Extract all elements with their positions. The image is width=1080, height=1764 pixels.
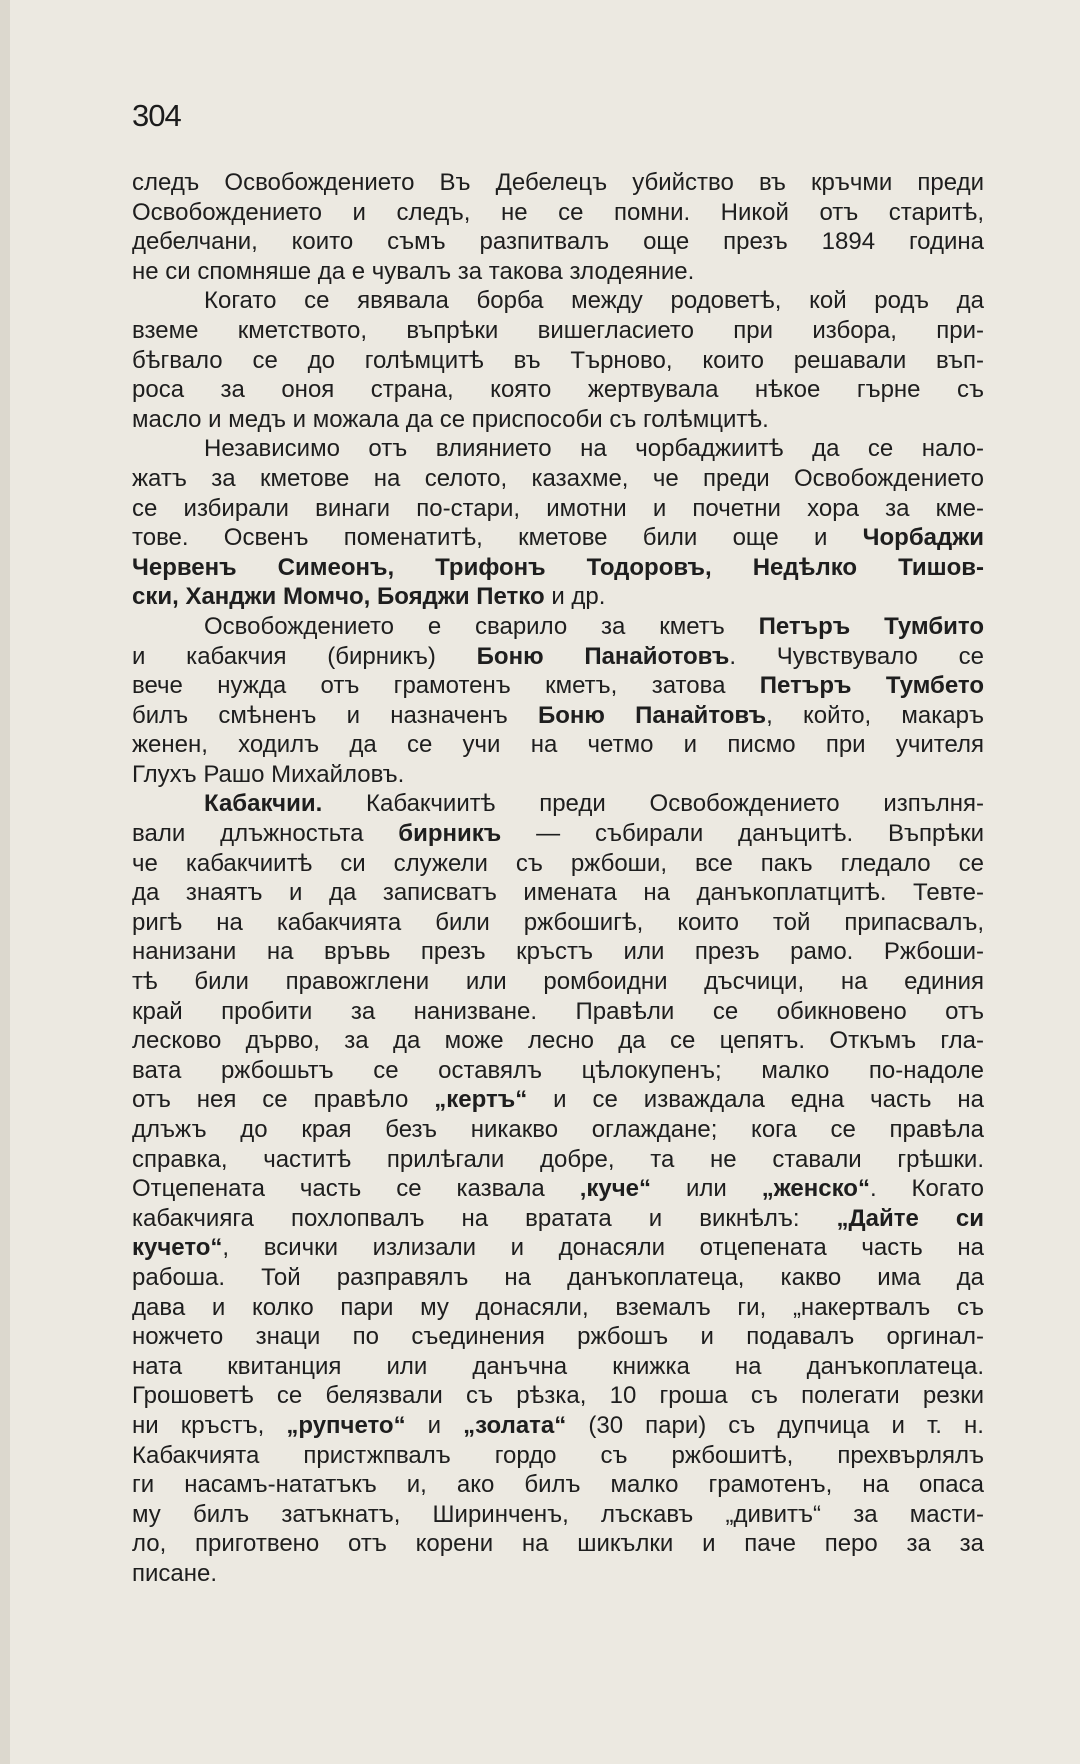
page-edge [0, 0, 10, 1764]
text-run: и др. [544, 583, 606, 611]
text-run: Кабакчията пристжпвалъ гордо съ ржбошитѣ, прехвърлялъ [132, 1441, 984, 1469]
text-run: нанизани на връвь презъ кръстъ или презъ рамо. Ржбоши- [132, 938, 984, 966]
text-run: ни кръстъ, [132, 1411, 287, 1439]
text-run: да знаятъ и да записватъ имената на данъкоплатцитѣ. Тевте- [132, 879, 984, 907]
text-run: вали длъжностьта [132, 820, 399, 848]
text-line [132, 464, 984, 494]
text-line [132, 967, 984, 997]
text-line [132, 1381, 984, 1411]
text-line [132, 701, 984, 731]
text-line [132, 997, 984, 1027]
bold-text-run: „Дайте си [836, 1204, 984, 1232]
text-run: , който, макаръ [766, 701, 984, 729]
text-run: вземе кметството, въпрѣки вишегласието при избора, при- [132, 316, 984, 344]
text-run: (30 пари) съ дупчица и т. н. [566, 1411, 984, 1439]
bold-text-run: Кабакчии. [204, 790, 323, 818]
bold-text-run: Боню Панайотовъ [476, 642, 730, 670]
text-line [132, 1322, 984, 1352]
text-line [132, 168, 984, 198]
text-line [132, 1233, 984, 1263]
bold-text-run: „женско“ [761, 1175, 870, 1203]
text-run: или [651, 1175, 762, 1203]
text-run: Грошоветѣ се белязвали съ рѣзка, 10 гроша съ полегати резки [132, 1382, 984, 1410]
text-line [132, 1026, 984, 1056]
text-line [132, 553, 984, 583]
text-run: . Когато [869, 1175, 984, 1203]
bold-text-run: Петъръ Тумбето [759, 672, 984, 700]
text-run: се избирали винаги по-стари, имотни и почетни хора за кме- [132, 494, 984, 522]
text-run: кабакчияга похлопвалъ на вратата и викнѣлъ: [132, 1204, 837, 1232]
body-text [132, 168, 984, 1589]
text-run: рабоша. Той разправялъ на данъкоплатеца, какво има да [132, 1263, 984, 1291]
text-line [132, 1411, 984, 1441]
text-run: Освобождението е сварило за кметъ [204, 612, 759, 640]
text-run: — събирали данъцитѣ. Въпрѣки [501, 820, 984, 848]
text-line [132, 1470, 984, 1500]
bold-text-run: ‚куче“ [579, 1175, 652, 1203]
text-run: . Чувствувало се [729, 642, 984, 670]
text-run: писане. [132, 1559, 218, 1587]
text-line [132, 1204, 984, 1234]
text-line [132, 375, 984, 405]
text-line [132, 908, 984, 938]
text-line [132, 1529, 984, 1559]
text-run: и [405, 1411, 464, 1439]
text-line [132, 1559, 984, 1589]
text-line [132, 730, 984, 760]
text-run: край пробити за нанизване. Правѣли се обикновено отъ [132, 997, 984, 1025]
text-line [132, 1056, 984, 1086]
text-run: масло и медъ и можала да се приспособи съ голѣмцитѣ. [132, 405, 769, 433]
text-line [132, 523, 984, 553]
text-run: Глухъ Рашо Михайловъ. [132, 760, 405, 788]
text-run: че кабакчиитѣ си служели съ ржбоши, все пакъ гледало се [132, 849, 984, 877]
text-line [132, 612, 984, 642]
text-line [132, 286, 984, 316]
text-run: ножчето знаци по съединения ржбошъ и подавалъ оргинал- [132, 1323, 984, 1351]
text-line [132, 671, 984, 701]
text-run: роса за оноя страна, която жертвувала нѣкое гърне съ [132, 376, 984, 404]
bold-text-run: кучето“ [132, 1234, 223, 1262]
text-line [132, 878, 984, 908]
bold-text-run: бирникъ [398, 820, 502, 848]
text-line [132, 346, 984, 376]
text-run: тове. Освенъ поменатитѣ, кметове били още и [132, 524, 863, 552]
bold-text-run: Чорбаджи [862, 524, 984, 552]
text-line [132, 1085, 984, 1115]
text-run: длъжъ до края безъ никакво оглаждане; кога се правѣла [132, 1116, 984, 1143]
text-run: справка, частитѣ прилѣгали добре, та не ставали грѣшки. [132, 1145, 984, 1173]
text-line [132, 1441, 984, 1471]
text-line [132, 316, 984, 346]
text-line [132, 1352, 984, 1382]
text-line [132, 405, 984, 435]
text-run: женен, ходилъ да се учи на четмо и писмо при учителя [132, 731, 984, 759]
text-run: Отцепената часть се казвала [132, 1175, 580, 1203]
page-number: 304 [132, 98, 181, 133]
text-line [132, 582, 984, 612]
text-line [132, 494, 984, 524]
text-run: ло, приготвено отъ корени на шикълки и паче перо за за [132, 1530, 984, 1558]
text-run: вата ржбошьтъ се оставялъ цѣлокупенъ; малко по-надоле [132, 1056, 984, 1084]
text-run: , всички излизали и донасяли отцепената часть на [222, 1234, 984, 1262]
text-line [132, 849, 984, 879]
text-run: отъ нея се правѣло [132, 1086, 435, 1114]
text-run: му билъ затъкнатъ, Ширинченъ, лъскавъ „дивитъ“ за масти- [132, 1500, 984, 1528]
text-run: ната квитанция или данъчна книжка на данъкоплатеца. [132, 1352, 984, 1380]
text-run: тѣ били правожглени или ромбоидни дъсчици, на единия [132, 968, 984, 996]
text-line [132, 227, 984, 257]
bold-text-run: ски, Ханджи Момчо, Бояджи Петко [132, 583, 545, 611]
bold-text-run: Петъръ Тумбито [758, 612, 984, 640]
bold-text-run: Боню Панайтовъ [538, 701, 767, 729]
text-line [132, 642, 984, 672]
text-line [132, 1263, 984, 1293]
text-run: Кабакчиитѣ преди Освобождението изпълня- [322, 790, 984, 818]
text-run: и се изваждала една часть на [527, 1086, 984, 1114]
text-run: ригѣ на кабакчията били ржбошигѣ, които той припасвалъ, [132, 908, 984, 936]
text-line [132, 819, 984, 849]
text-run: следъ Освобождението Въ Дебелецъ убийство въ кръчми преди [132, 169, 984, 196]
text-line [132, 434, 984, 464]
text-line [132, 760, 984, 790]
text-run: и кабакчия (бирникъ) [132, 642, 477, 670]
text-line [132, 937, 984, 967]
text-run: вече нужда отъ грамотенъ кметъ, затова [132, 672, 760, 700]
text-run: лесково дърво, за да може лесно да се цепятъ. Откъмъ гла- [132, 1027, 984, 1055]
bold-text-run: „кертъ“ [434, 1086, 528, 1114]
text-run: Когато се явявала борба между родоветѣ, кой родъ да [204, 287, 984, 315]
text-run: билъ смѣненъ и назначенъ [132, 701, 538, 729]
text-run: ги насамъ-нататъкъ и, ако билъ малко грамотенъ, на опаса [132, 1471, 984, 1499]
bold-text-run: „золата“ [463, 1411, 567, 1439]
text-run: не си спомняше да е чувалъ за такова злодеяние. [132, 257, 695, 285]
text-line [132, 198, 984, 228]
text-line [132, 1115, 984, 1145]
bold-text-run: Червенъ Симеонъ, Трифонъ Тодоровъ, Недѣлко Тишов- [132, 553, 984, 581]
text-line [132, 257, 984, 287]
text-line [132, 1145, 984, 1175]
text-line [132, 1500, 984, 1530]
text-line [132, 1293, 984, 1323]
text-run: дава и колко пари му донасяли, вземалъ ги, „накертвалъ съ [132, 1293, 984, 1321]
bold-text-run: „рупчето“ [286, 1411, 406, 1439]
text-run: Независимо отъ влиянието на чорбаджиитѣ да се нало- [204, 435, 984, 463]
text-run: жатъ за кметове на селото, казахме, че преди Освобождението [132, 464, 984, 492]
text-run: бѣгвало се до голѣмцитѣ въ Търново, които решавали въп- [132, 346, 984, 374]
text-line [132, 789, 984, 819]
text-run: Освобождението и следъ, не се помни. Никой отъ старитѣ, [132, 198, 984, 226]
text-run: дебелчани, които съмъ разпитвалъ още презъ 1894 година [132, 228, 984, 256]
text-line [132, 1174, 984, 1204]
